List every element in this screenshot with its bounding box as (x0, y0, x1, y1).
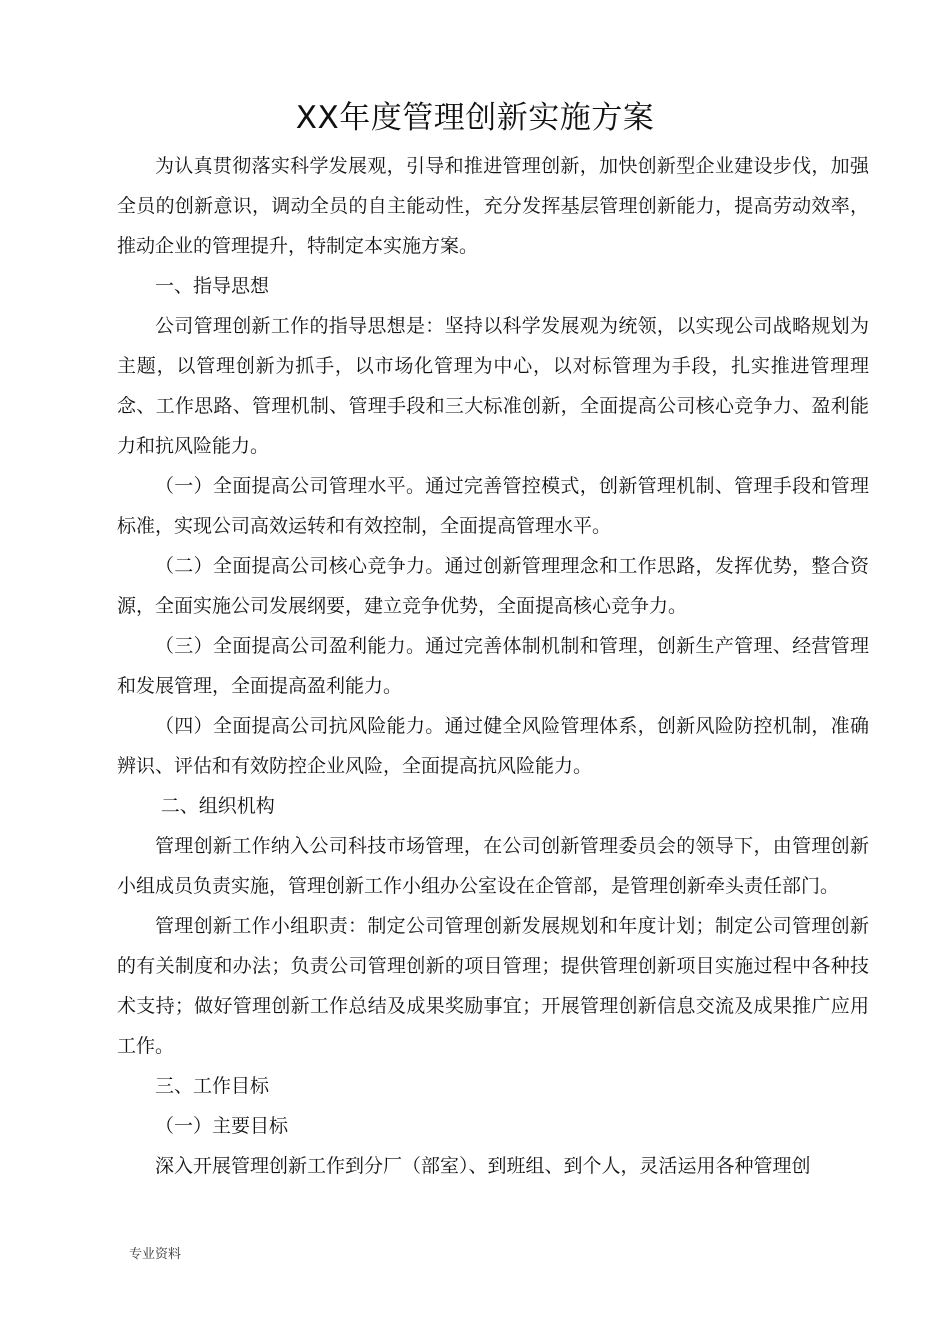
intro-paragraph: 为认真贯彻落实科学发展观，引导和推进管理创新，加快创新型企业建设步伐，加强全员的创新意识，调动全员的自主能动性，充分发挥基层管理创新能力，提高劳动效率，推动企业的管理提升，特制定本实施方案。 (117, 155, 869, 257)
section-paragraph-main-goals: 深入开展管理创新工作到分厂（部室）、到班组、到个人，灵活运用各种管理创 (155, 1155, 811, 1177)
list-item-management-level: （一）全面提高公司管理水平。通过完善管控模式，创新管理机制、管理手段和管理标准，实现公司高效运转和有效控制，全面提高管理水平。 (117, 475, 869, 537)
section-heading-work-goals: 三、工作目标 (155, 1075, 270, 1097)
section-paragraph-organization: 管理创新工作纳入公司科技市场管理，在公司创新管理委员会的领导下，由管理创新小组成员负责实施，管理创新工作小组办公室设在企管部，是管理创新牵头责任部门。 (117, 835, 869, 897)
section-heading-guiding-ideology: 一、指导思想 (155, 275, 270, 297)
list-item-core-competitiveness: （二）全面提高公司核心竞争力。通过创新管理理念和工作思路，发挥优势，整合资源，全面实施公司发展纲要，建立竞争优势，全面提高核心竞争力。 (117, 555, 869, 617)
section-paragraph-guiding-ideology: 公司管理创新工作的指导思想是：坚持以科学发展观为统领，以实现公司战略规划为主题，以管理创新为抓手，以市场化管理为中心，以对标管理为手段，扎实推进管理理念、工作思路、管理机制、管理手段和三大标准创新，全面提高公司核心竞争力、盈利能力和抗风险能力。 (117, 315, 869, 457)
footer-note: 专业资料 (129, 1247, 182, 1262)
list-item-profitability: （三）全面提高公司盈利能力。通过完善体制机制和管理，创新生产管理、经营管理和发展管理，全面提高盈利能力。 (117, 635, 869, 697)
section-heading-organization: 二、组织机构 (160, 795, 275, 817)
list-item-risk-resistance: （四）全面提高公司抗风险能力。通过健全风险管理体系，创新风险防控机制，准确辨识、评估和有效防控企业风险，全面提高抗风险能力。 (117, 715, 869, 777)
document-title: XX年度管理创新实施方案 (295, 100, 655, 136)
subheading-main-goals: （一）主要目标 (155, 1115, 289, 1137)
section-paragraph-team-duties: 管理创新工作小组职责：制定公司管理创新发展规划和年度计划；制定公司管理创新的有关制度和办法；负责公司管理创新的项目管理；提供管理创新项目实施过程中各种技术支持；做好管理创新工作总结及成果奖励事宜；开展管理创新信息交流及成果推广应用工作。 (117, 915, 869, 1057)
document-body (117, 146, 869, 1186)
